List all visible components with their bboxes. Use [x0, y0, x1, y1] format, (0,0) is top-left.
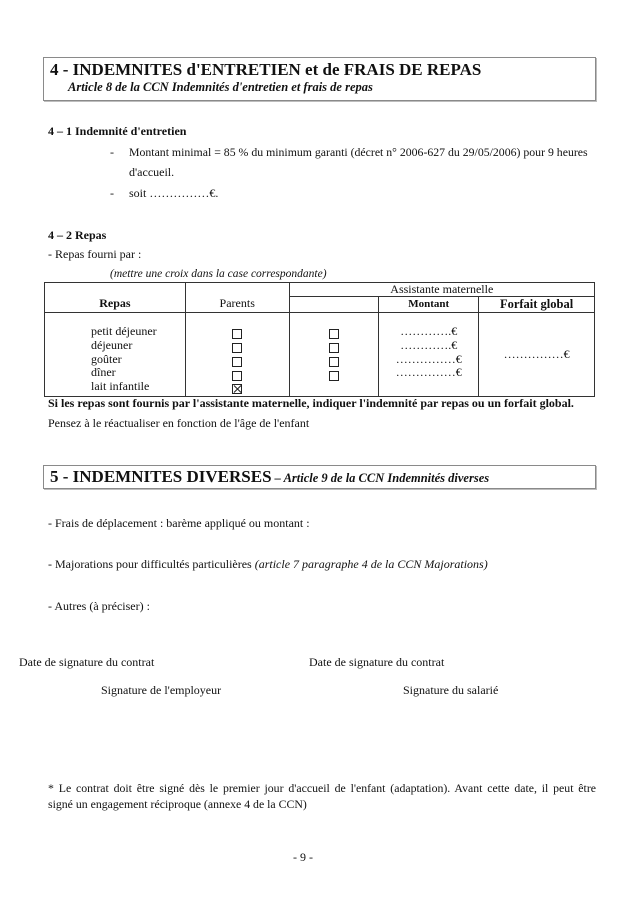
section-5-heading	[50, 467, 489, 487]
header-parents: Parents	[185, 283, 289, 313]
montant-field[interactable]: ……………€	[395, 351, 462, 366]
parents-checkbox-dejeuner[interactable]	[232, 343, 242, 353]
header-montant: Montant	[379, 297, 479, 313]
page-number: - 9 -	[293, 850, 313, 864]
parents-checkbox-diner[interactable]	[232, 371, 242, 381]
subsection-4-2-heading: 4 – 2 Repas	[48, 228, 107, 242]
instruction-text: (mettre une croix dans la case correspondante)	[110, 268, 327, 280]
repas-note: Pensez à le réactualiser en fonction de l'âge de l'enfant	[48, 416, 310, 430]
assistante-checkbox-petit-dejeuner[interactable]	[329, 329, 339, 339]
header-assistante-empty	[289, 297, 379, 313]
section-4-subtitle: Article 8 de la CCN Indemnités d'entretien et frais de repas	[68, 80, 373, 94]
meal-item: petit déjeuner	[91, 324, 157, 338]
footnote-line-1: * Le contrat doit être signé dès le premier jour d'accueil de l'enfant (adaptation). Avant cette date, il peut être	[48, 781, 596, 795]
assistante-checkbox-cell	[289, 313, 379, 397]
meal-item: déjeuner	[91, 337, 133, 352]
section-5-subtitle: – Article 9 de la CCN Indemnités diverses	[271, 471, 490, 485]
autres-line	[48, 599, 150, 614]
assistante-checkbox-diner[interactable]	[329, 371, 339, 381]
montant-field[interactable]: ……………€	[395, 365, 462, 380]
autres-label: - Autres (à préciser) :	[48, 599, 150, 613]
employer-date-label: Date de signature du contrat	[19, 655, 155, 669]
parents-checkbox-gouter[interactable]	[232, 357, 242, 367]
repas-fourni-par-label: - Repas fourni par :	[48, 247, 142, 261]
meal-item: lait infantile	[91, 379, 150, 394]
parents-checkbox-petit-dejeuner[interactable]	[232, 329, 242, 339]
meal-item: goûter	[91, 351, 122, 366]
section-4-title: 4 - INDEMNITES d'ENTRETIEN et de FRAIS DE REPAS	[50, 60, 482, 79]
soit-amount-field[interactable]: soit ……………€.	[129, 186, 219, 200]
montant-minimal-text: Montant minimal = 85 % du minimum garanti (décret n° 2006-627 du 29/05/2006) pour 9 heures	[129, 145, 588, 159]
majorations-label: - Majorations pour difficultés particulières	[48, 557, 255, 571]
montant-field[interactable]: ………….€	[400, 337, 458, 352]
bullet-dash: -	[110, 186, 114, 200]
frais-deplacement-label: - Frais de déplacement : barème appliqué ou montant :	[48, 516, 310, 530]
repas-table	[44, 282, 595, 397]
meal-item: dîner	[91, 365, 116, 380]
subsection-4-1-heading: 4 – 1 Indemnité d'entretien	[48, 124, 187, 138]
header-repas: Repas	[45, 283, 186, 313]
meals-cell	[45, 313, 186, 397]
employer-signature-label: Signature de l'employeur	[101, 683, 222, 697]
footnote-line-2: signé un engagement réciproque (annexe 4 de la CCN)	[48, 797, 307, 811]
parents-checkbox-cell	[185, 313, 289, 397]
montant-cell	[379, 313, 479, 397]
majorations-line	[48, 557, 488, 572]
majorations-reference: (article 7 paragraphe 4 de la CCN Majorations)	[254, 557, 488, 571]
header-assistante-maternelle: Assistante maternelle	[289, 283, 594, 297]
section-5-title: 5 - INDEMNITES DIVERSES	[50, 467, 272, 486]
montant-field[interactable]: ………….€	[400, 324, 458, 338]
employee-signature-label: Signature du salarié	[403, 683, 499, 697]
assistante-checkbox-dejeuner[interactable]	[329, 343, 339, 353]
employee-date-label: Date de signature du contrat	[309, 655, 445, 669]
frais-deplacement-line	[48, 516, 310, 531]
assistante-checkbox-gouter[interactable]	[329, 357, 339, 367]
montant-minimal-text-cont: d'accueil.	[129, 165, 175, 179]
forfait-global-field[interactable]: ……………€	[479, 313, 595, 397]
parents-checkbox-lait-infantile[interactable]	[232, 384, 242, 394]
header-forfait-global: Forfait global	[479, 297, 595, 313]
repas-note-bold: Si les repas sont fournis par l'assistante maternelle, indiquer l'indemnité par repas ou un forfait global.	[48, 396, 574, 410]
bullet-dash: -	[110, 145, 114, 159]
